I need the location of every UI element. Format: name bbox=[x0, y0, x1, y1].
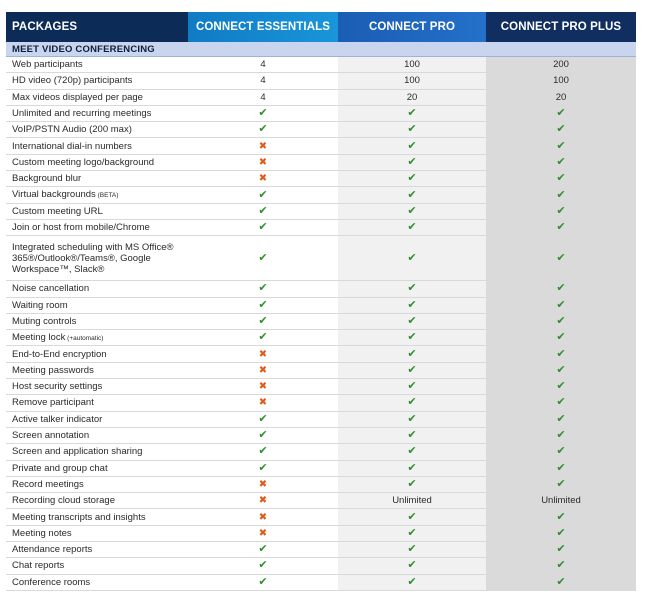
check-icon: ✔ bbox=[258, 123, 268, 136]
feature-label: Max videos displayed per page bbox=[12, 91, 143, 103]
feature-name bbox=[6, 236, 188, 281]
plan-cell bbox=[188, 542, 338, 558]
feature-name bbox=[6, 57, 188, 73]
cross-icon: ✖ bbox=[258, 156, 268, 168]
check-icon: ✔ bbox=[258, 331, 268, 344]
header-packages: PACKAGES bbox=[6, 12, 188, 42]
plan-cell bbox=[188, 236, 338, 281]
table-row bbox=[6, 281, 636, 297]
check-icon: ✔ bbox=[258, 204, 268, 217]
plan-cell bbox=[188, 281, 338, 297]
cross-icon: ✖ bbox=[258, 140, 268, 152]
feature-label: Screen and application sharing bbox=[12, 446, 143, 458]
plan-cell bbox=[338, 460, 486, 476]
check-icon: ✔ bbox=[407, 251, 417, 264]
feature-label: Noise cancellation bbox=[12, 283, 90, 295]
feature-label: Unlimited and recurring meetings bbox=[12, 108, 152, 120]
plan-cell bbox=[338, 187, 486, 203]
feature-label: Virtual backgrounds bbox=[12, 189, 96, 201]
plan-value: 4 bbox=[260, 59, 266, 71]
check-icon: ✔ bbox=[258, 543, 268, 556]
feature-name bbox=[6, 330, 188, 346]
plan-cell bbox=[188, 171, 338, 187]
plan-value: 20 bbox=[406, 91, 418, 103]
table-row bbox=[6, 427, 636, 443]
plan-cell bbox=[486, 444, 636, 460]
feature-label: Meeting lock bbox=[12, 331, 66, 343]
feature-name bbox=[6, 509, 188, 525]
check-icon: ✔ bbox=[556, 251, 566, 264]
plan-cell bbox=[486, 57, 636, 73]
plan-cell bbox=[188, 395, 338, 411]
plan-value: 100 bbox=[404, 59, 420, 71]
check-icon: ✔ bbox=[556, 363, 566, 376]
plan-cell bbox=[486, 427, 636, 443]
plan-cell bbox=[338, 558, 486, 574]
plan-cell bbox=[338, 89, 486, 105]
check-icon: ✔ bbox=[407, 380, 417, 393]
feature-name bbox=[6, 362, 188, 378]
cross-icon: ✖ bbox=[258, 511, 268, 523]
check-icon: ✔ bbox=[258, 107, 268, 120]
plan-cell bbox=[486, 154, 636, 170]
check-icon: ✔ bbox=[407, 412, 417, 425]
plan-cell bbox=[486, 411, 636, 427]
plan-cell bbox=[338, 236, 486, 281]
check-icon: ✔ bbox=[258, 188, 268, 201]
plan-cell bbox=[338, 154, 486, 170]
plan-cell bbox=[338, 411, 486, 427]
check-icon: ✔ bbox=[407, 429, 417, 442]
plan-cell bbox=[338, 138, 486, 154]
feature-label: HD video (720p) participants bbox=[12, 75, 133, 87]
check-icon: ✔ bbox=[407, 172, 417, 185]
cross-icon: ✖ bbox=[258, 173, 268, 185]
check-icon: ✔ bbox=[407, 396, 417, 409]
plan-cell bbox=[486, 219, 636, 235]
plan-cell bbox=[338, 73, 486, 89]
feature-label: Custom meeting URL bbox=[12, 205, 103, 217]
plan-cell bbox=[188, 73, 338, 89]
feature-name bbox=[6, 525, 188, 541]
plan-value: 20 bbox=[555, 91, 567, 103]
plan-cell bbox=[338, 574, 486, 590]
plan-cell bbox=[338, 379, 486, 395]
check-icon: ✔ bbox=[556, 461, 566, 474]
plan-cell bbox=[338, 395, 486, 411]
check-icon: ✔ bbox=[556, 221, 566, 234]
table-row bbox=[6, 138, 636, 154]
table-row bbox=[6, 73, 636, 89]
feature-label: Background blur bbox=[12, 173, 82, 185]
plan-cell bbox=[188, 460, 338, 476]
check-icon: ✔ bbox=[407, 155, 417, 168]
check-icon: ✔ bbox=[407, 510, 417, 523]
feature-label: Custom meeting logo/background bbox=[12, 156, 155, 168]
plan-cell bbox=[486, 493, 636, 509]
plan-cell bbox=[188, 138, 338, 154]
plan-cell bbox=[188, 379, 338, 395]
plan-cell bbox=[486, 362, 636, 378]
plan-cell bbox=[486, 122, 636, 138]
feature-label: Active talker indicator bbox=[12, 413, 103, 425]
plan-cell bbox=[338, 219, 486, 235]
feature-label: International dial-in numbers bbox=[12, 140, 132, 152]
check-icon: ✔ bbox=[407, 477, 417, 490]
feature-name bbox=[6, 219, 188, 235]
table-row bbox=[6, 122, 636, 138]
cross-icon: ✖ bbox=[258, 495, 268, 507]
plan-cell bbox=[486, 460, 636, 476]
plan-cell bbox=[188, 362, 338, 378]
plan-cell bbox=[338, 313, 486, 329]
plan-value: 4 bbox=[260, 75, 266, 87]
check-icon: ✔ bbox=[258, 575, 268, 588]
feature-name bbox=[6, 558, 188, 574]
plan-cell bbox=[486, 509, 636, 525]
plan-cell bbox=[486, 542, 636, 558]
check-icon: ✔ bbox=[556, 347, 566, 360]
plan-cell bbox=[486, 525, 636, 541]
table-row bbox=[6, 509, 636, 525]
header-plan-pro-plus: CONNECT PRO PLUS bbox=[486, 12, 636, 42]
check-icon: ✔ bbox=[407, 123, 417, 136]
plan-cell bbox=[486, 330, 636, 346]
header-plan-essentials: CONNECT ESSENTIALS bbox=[188, 12, 338, 42]
feature-label: Remove participant bbox=[12, 397, 94, 409]
plan-cell bbox=[338, 122, 486, 138]
feature-name bbox=[6, 493, 188, 509]
plan-cell bbox=[188, 187, 338, 203]
cross-icon: ✖ bbox=[258, 348, 268, 360]
plan-cell bbox=[188, 574, 338, 590]
check-icon: ✔ bbox=[258, 429, 268, 442]
feature-name bbox=[6, 460, 188, 476]
table-row bbox=[6, 105, 636, 121]
feature-name bbox=[6, 138, 188, 154]
feature-name bbox=[6, 313, 188, 329]
feature-name bbox=[6, 73, 188, 89]
table-row bbox=[6, 493, 636, 509]
feature-name bbox=[6, 281, 188, 297]
plan-cell bbox=[338, 509, 486, 525]
check-icon: ✔ bbox=[556, 155, 566, 168]
check-icon: ✔ bbox=[407, 347, 417, 360]
table-row bbox=[6, 154, 636, 170]
cross-icon: ✖ bbox=[258, 397, 268, 409]
plan-cell bbox=[188, 105, 338, 121]
plan-cell bbox=[486, 171, 636, 187]
feature-name bbox=[6, 171, 188, 187]
feature-label: Attendance reports bbox=[12, 544, 93, 556]
feature-name bbox=[6, 297, 188, 313]
plan-cell bbox=[486, 297, 636, 313]
check-icon: ✔ bbox=[407, 461, 417, 474]
check-icon: ✔ bbox=[556, 396, 566, 409]
table-row bbox=[6, 219, 636, 235]
table-row bbox=[6, 171, 636, 187]
feature-name bbox=[6, 187, 188, 203]
plan-value: Unlimited bbox=[541, 495, 581, 507]
check-icon: ✔ bbox=[556, 510, 566, 523]
plan-cell bbox=[338, 362, 486, 378]
plan-cell bbox=[338, 330, 486, 346]
feature-name bbox=[6, 427, 188, 443]
check-icon: ✔ bbox=[407, 188, 417, 201]
table-row bbox=[6, 57, 636, 73]
feature-name bbox=[6, 476, 188, 492]
table-row bbox=[6, 460, 636, 476]
table-header-row bbox=[6, 12, 636, 42]
plan-value: Unlimited bbox=[392, 495, 432, 507]
plan-cell bbox=[188, 57, 338, 73]
feature-name bbox=[6, 379, 188, 395]
plan-cell bbox=[188, 219, 338, 235]
plan-cell bbox=[338, 525, 486, 541]
feature-label: Screen annotation bbox=[12, 430, 90, 442]
table-row bbox=[6, 574, 636, 590]
table-row bbox=[6, 236, 636, 281]
plan-cell bbox=[338, 105, 486, 121]
feature-name bbox=[6, 346, 188, 362]
section-title: MEET VIDEO CONFERENCING bbox=[6, 42, 636, 57]
plan-value: 200 bbox=[553, 59, 569, 71]
feature-label: Private and group chat bbox=[12, 462, 108, 474]
check-icon: ✔ bbox=[556, 298, 566, 311]
table-row bbox=[6, 379, 636, 395]
plan-cell bbox=[486, 346, 636, 362]
feature-name bbox=[6, 105, 188, 121]
plan-cell bbox=[338, 493, 486, 509]
feature-label: VoIP/PSTN Audio (200 max) bbox=[12, 124, 132, 136]
check-icon: ✔ bbox=[556, 204, 566, 217]
check-icon: ✔ bbox=[556, 315, 566, 327]
plan-cell bbox=[338, 476, 486, 492]
feature-note: (+automatic) bbox=[65, 334, 104, 342]
check-icon: ✔ bbox=[407, 282, 417, 295]
feature-name bbox=[6, 395, 188, 411]
check-icon: ✔ bbox=[407, 559, 417, 572]
check-icon: ✔ bbox=[407, 221, 417, 234]
table-row bbox=[6, 89, 636, 105]
check-icon: ✔ bbox=[556, 123, 566, 136]
plan-cell bbox=[486, 105, 636, 121]
check-icon: ✔ bbox=[407, 298, 417, 311]
plan-cell bbox=[486, 395, 636, 411]
cross-icon: ✖ bbox=[258, 527, 268, 539]
check-icon: ✔ bbox=[556, 543, 566, 556]
check-icon: ✔ bbox=[258, 445, 268, 458]
feature-label: End-to-End encryption bbox=[12, 348, 107, 360]
plan-cell bbox=[486, 379, 636, 395]
plan-cell bbox=[486, 558, 636, 574]
table-row bbox=[6, 525, 636, 541]
plan-cell bbox=[338, 346, 486, 362]
table-row bbox=[6, 330, 636, 346]
feature-label: Conference rooms bbox=[12, 576, 91, 588]
plan-value: 100 bbox=[553, 75, 569, 87]
feature-label: Waiting room bbox=[12, 299, 68, 311]
check-icon: ✔ bbox=[556, 575, 566, 588]
table-row bbox=[6, 395, 636, 411]
plan-cell bbox=[486, 73, 636, 89]
plan-cell bbox=[188, 89, 338, 105]
check-icon: ✔ bbox=[407, 445, 417, 458]
check-icon: ✔ bbox=[556, 172, 566, 185]
plan-cell bbox=[188, 558, 338, 574]
plan-cell bbox=[486, 313, 636, 329]
plan-cell bbox=[188, 154, 338, 170]
check-icon: ✔ bbox=[556, 429, 566, 442]
feature-note: (BETA) bbox=[95, 192, 119, 200]
feature-name bbox=[6, 444, 188, 460]
check-icon: ✔ bbox=[258, 412, 268, 425]
plan-cell bbox=[188, 411, 338, 427]
table-row bbox=[6, 411, 636, 427]
table-row bbox=[6, 187, 636, 203]
feature-label: Record meetings bbox=[12, 478, 84, 490]
check-icon: ✔ bbox=[556, 107, 566, 120]
feature-label: Meeting passwords bbox=[12, 364, 94, 376]
plan-cell bbox=[338, 57, 486, 73]
check-icon: ✔ bbox=[407, 543, 417, 556]
check-icon: ✔ bbox=[556, 188, 566, 201]
check-icon: ✔ bbox=[556, 526, 566, 539]
check-icon: ✔ bbox=[407, 575, 417, 588]
check-icon: ✔ bbox=[258, 315, 268, 327]
check-icon: ✔ bbox=[407, 139, 417, 152]
plan-cell bbox=[338, 281, 486, 297]
table-row bbox=[6, 542, 636, 558]
feature-name bbox=[6, 154, 188, 170]
feature-name bbox=[6, 89, 188, 105]
plan-cell bbox=[338, 427, 486, 443]
plan-cell bbox=[486, 203, 636, 219]
plan-cell bbox=[338, 444, 486, 460]
check-icon: ✔ bbox=[407, 204, 417, 217]
header-plan-pro: CONNECT PRO bbox=[338, 12, 486, 42]
check-icon: ✔ bbox=[556, 559, 566, 572]
check-icon: ✔ bbox=[258, 221, 268, 234]
table-row bbox=[6, 313, 636, 329]
plan-cell bbox=[486, 138, 636, 154]
check-icon: ✔ bbox=[258, 282, 268, 295]
cross-icon: ✖ bbox=[258, 381, 268, 393]
check-icon: ✔ bbox=[556, 412, 566, 425]
check-icon: ✔ bbox=[258, 559, 268, 572]
plan-cell bbox=[486, 236, 636, 281]
plan-cell bbox=[188, 122, 338, 138]
plan-cell bbox=[338, 203, 486, 219]
plan-cell bbox=[486, 574, 636, 590]
feature-label: Recording cloud storage bbox=[12, 495, 115, 507]
plan-cell bbox=[188, 427, 338, 443]
feature-name bbox=[6, 203, 188, 219]
check-icon: ✔ bbox=[258, 461, 268, 474]
plan-cell bbox=[338, 297, 486, 313]
feature-label: Integrated scheduling with MS Office® 365®/Outlook®/Teams®, Google Workspace™, Slack® bbox=[12, 241, 174, 275]
table-row bbox=[6, 558, 636, 574]
feature-label: Host security settings bbox=[12, 381, 103, 393]
table-row bbox=[6, 444, 636, 460]
check-icon: ✔ bbox=[258, 298, 268, 311]
plan-value: 4 bbox=[260, 91, 266, 103]
pricing-comparison-table bbox=[6, 12, 636, 591]
cross-icon: ✖ bbox=[258, 364, 268, 376]
plan-cell bbox=[486, 281, 636, 297]
table-row bbox=[6, 476, 636, 492]
plan-cell bbox=[486, 187, 636, 203]
cross-icon: ✖ bbox=[258, 478, 268, 490]
plan-cell bbox=[188, 203, 338, 219]
plan-cell bbox=[486, 476, 636, 492]
plan-cell bbox=[188, 476, 338, 492]
check-icon: ✔ bbox=[407, 363, 417, 376]
check-icon: ✔ bbox=[407, 315, 417, 327]
plan-cell bbox=[188, 444, 338, 460]
feature-name bbox=[6, 411, 188, 427]
check-icon: ✔ bbox=[556, 282, 566, 295]
feature-label: Join or host from mobile/Chrome bbox=[12, 222, 150, 234]
check-icon: ✔ bbox=[556, 380, 566, 393]
plan-cell bbox=[188, 509, 338, 525]
section-row bbox=[6, 42, 636, 57]
plan-cell bbox=[486, 89, 636, 105]
table-body bbox=[6, 42, 636, 590]
check-icon: ✔ bbox=[258, 251, 268, 264]
feature-name bbox=[6, 542, 188, 558]
check-icon: ✔ bbox=[556, 139, 566, 152]
check-icon: ✔ bbox=[556, 331, 566, 344]
table-row bbox=[6, 346, 636, 362]
plan-cell bbox=[338, 542, 486, 558]
feature-label: Muting controls bbox=[12, 316, 77, 327]
plan-cell bbox=[188, 493, 338, 509]
plan-cell bbox=[188, 297, 338, 313]
table-row bbox=[6, 362, 636, 378]
feature-name bbox=[6, 122, 188, 138]
table-row bbox=[6, 297, 636, 313]
feature-label: Meeting transcripts and insights bbox=[12, 511, 146, 523]
check-icon: ✔ bbox=[407, 526, 417, 539]
feature-label: Web participants bbox=[12, 59, 83, 71]
plan-value: 100 bbox=[404, 75, 420, 87]
check-icon: ✔ bbox=[407, 331, 417, 344]
plan-cell bbox=[188, 525, 338, 541]
check-icon: ✔ bbox=[407, 107, 417, 120]
feature-name bbox=[6, 574, 188, 590]
check-icon: ✔ bbox=[556, 477, 566, 490]
table-row bbox=[6, 203, 636, 219]
plan-cell bbox=[188, 346, 338, 362]
feature-label: Meeting notes bbox=[12, 527, 72, 539]
plan-cell bbox=[188, 330, 338, 346]
feature-label: Chat reports bbox=[12, 560, 65, 572]
check-icon: ✔ bbox=[556, 445, 566, 458]
plan-cell bbox=[188, 313, 338, 329]
plan-cell bbox=[338, 171, 486, 187]
